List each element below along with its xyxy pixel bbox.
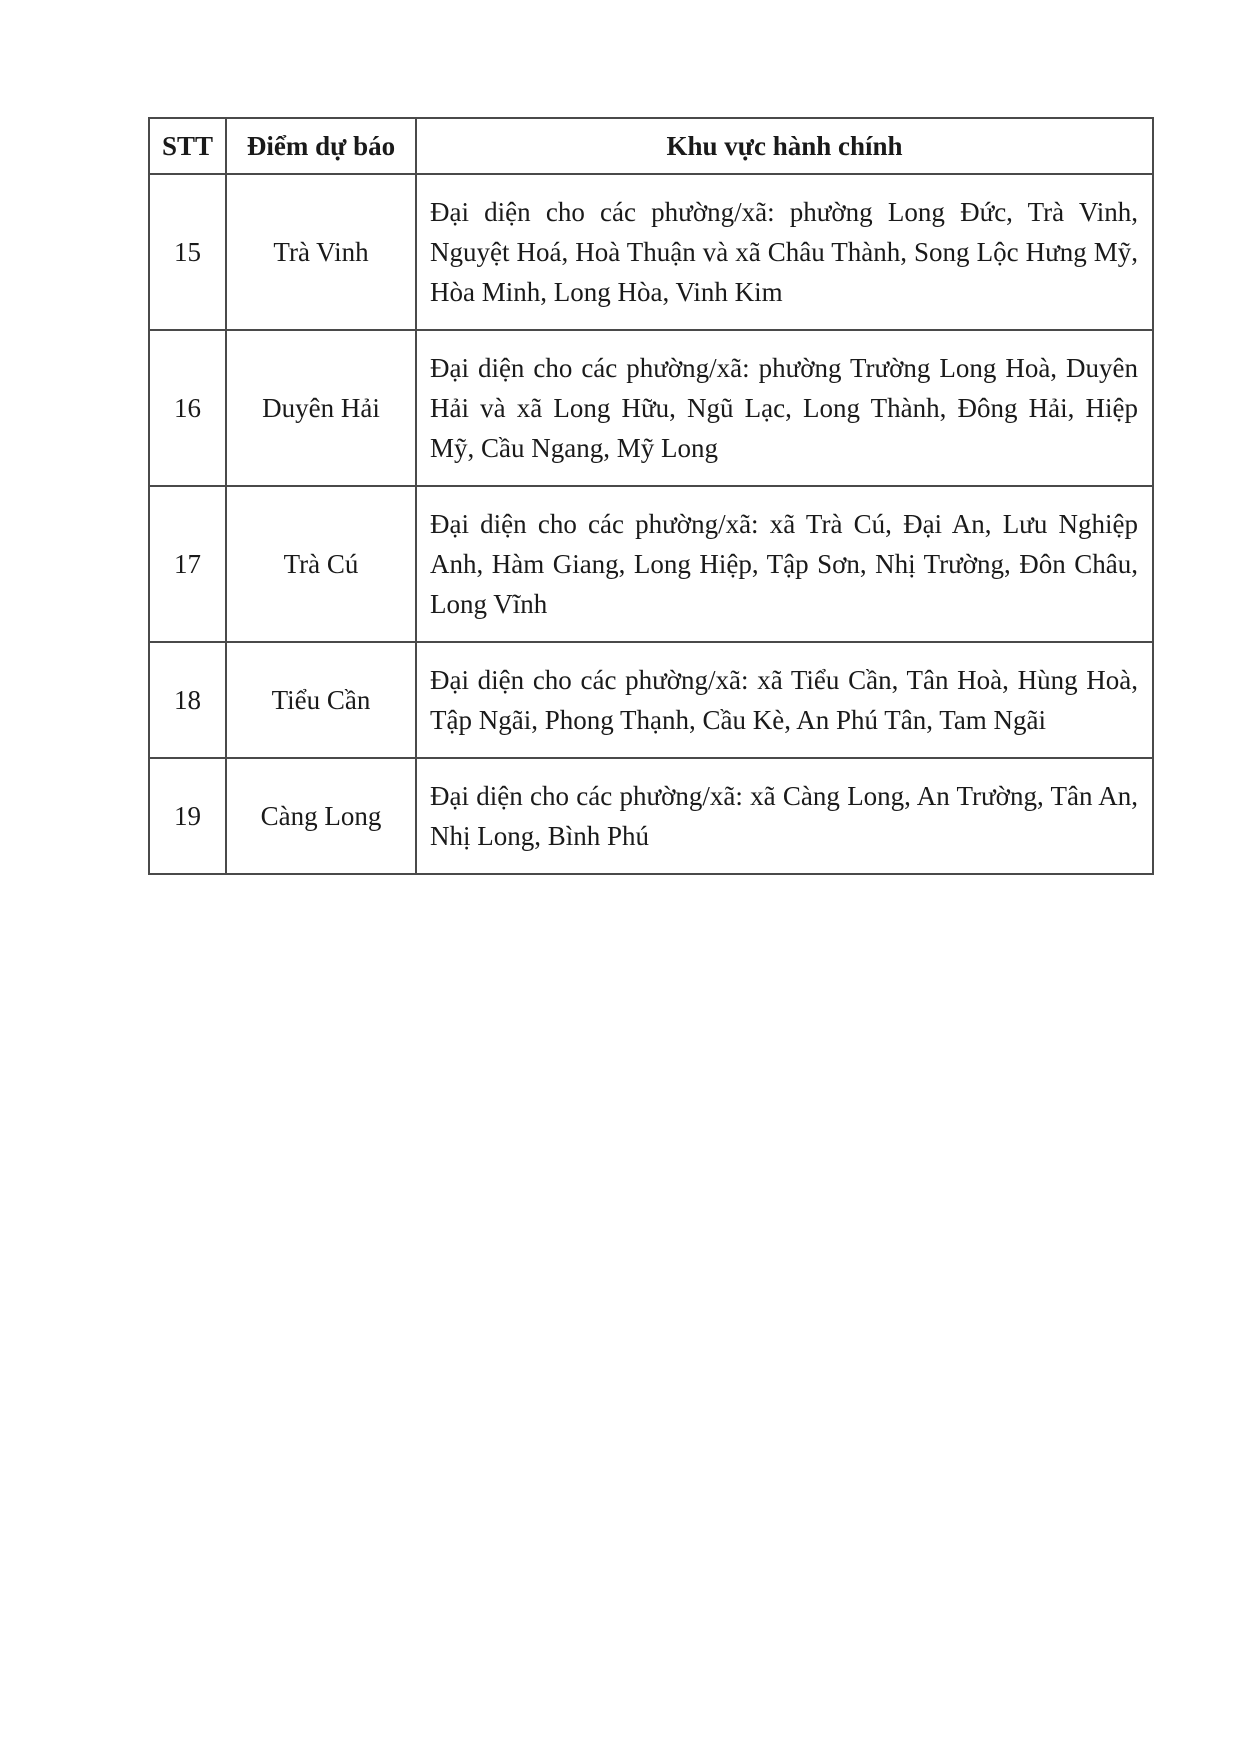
table-row	[149, 486, 1153, 642]
table-row	[149, 330, 1153, 486]
stt-cell: 16	[149, 330, 226, 486]
point-cell: Càng Long	[226, 758, 416, 874]
area-cell: Đại diện cho các phường/xã: phường Long Đức, Trà Vinh, Nguyệt Hoá, Hoà Thuận và xã Châu Thành, Song Lộc Hưng Mỹ, Hòa Minh, Long Hòa, Vinh Kim	[416, 174, 1153, 330]
area-cell: Đại diện cho các phường/xã: xã Càng Long, An Trường, Tân An, Nhị Long, Bình Phú	[416, 758, 1153, 874]
point-cell: Trà Vinh	[226, 174, 416, 330]
stt-cell: 19	[149, 758, 226, 874]
area-cell: Đại diện cho các phường/xã: xã Trà Cú, Đại An, Lưu Nghiệp Anh, Hàm Giang, Long Hiệp, Tập Sơn, Nhị Trường, Đôn Châu, Long Vĩnh	[416, 486, 1153, 642]
point-cell: Trà Cú	[226, 486, 416, 642]
table-row	[149, 758, 1153, 874]
table-row	[149, 174, 1153, 330]
stt-cell: 15	[149, 174, 226, 330]
header-cell-administrative-area: Khu vực hành chính	[416, 118, 1153, 174]
header-cell-forecast-point: Điểm dự báo	[226, 118, 416, 174]
header-cell-stt: STT	[149, 118, 226, 174]
table-header-row	[149, 118, 1153, 174]
stt-cell: 17	[149, 486, 226, 642]
table-row	[149, 642, 1153, 758]
point-cell: Duyên Hải	[226, 330, 416, 486]
forecast-points-table	[148, 117, 1154, 875]
point-cell: Tiểu Cần	[226, 642, 416, 758]
area-cell: Đại diện cho các phường/xã: phường Trường Long Hoà, Duyên Hải và xã Long Hữu, Ngũ Lạc, Long Thành, Đông Hải, Hiệp Mỹ, Cầu Ngang, Mỹ Long	[416, 330, 1153, 486]
stt-cell: 18	[149, 642, 226, 758]
area-cell: Đại diện cho các phường/xã: xã Tiểu Cần, Tân Hoà, Hùng Hoà, Tập Ngãi, Phong Thạnh, Cầu Kè, An Phú Tân, Tam Ngãi	[416, 642, 1153, 758]
